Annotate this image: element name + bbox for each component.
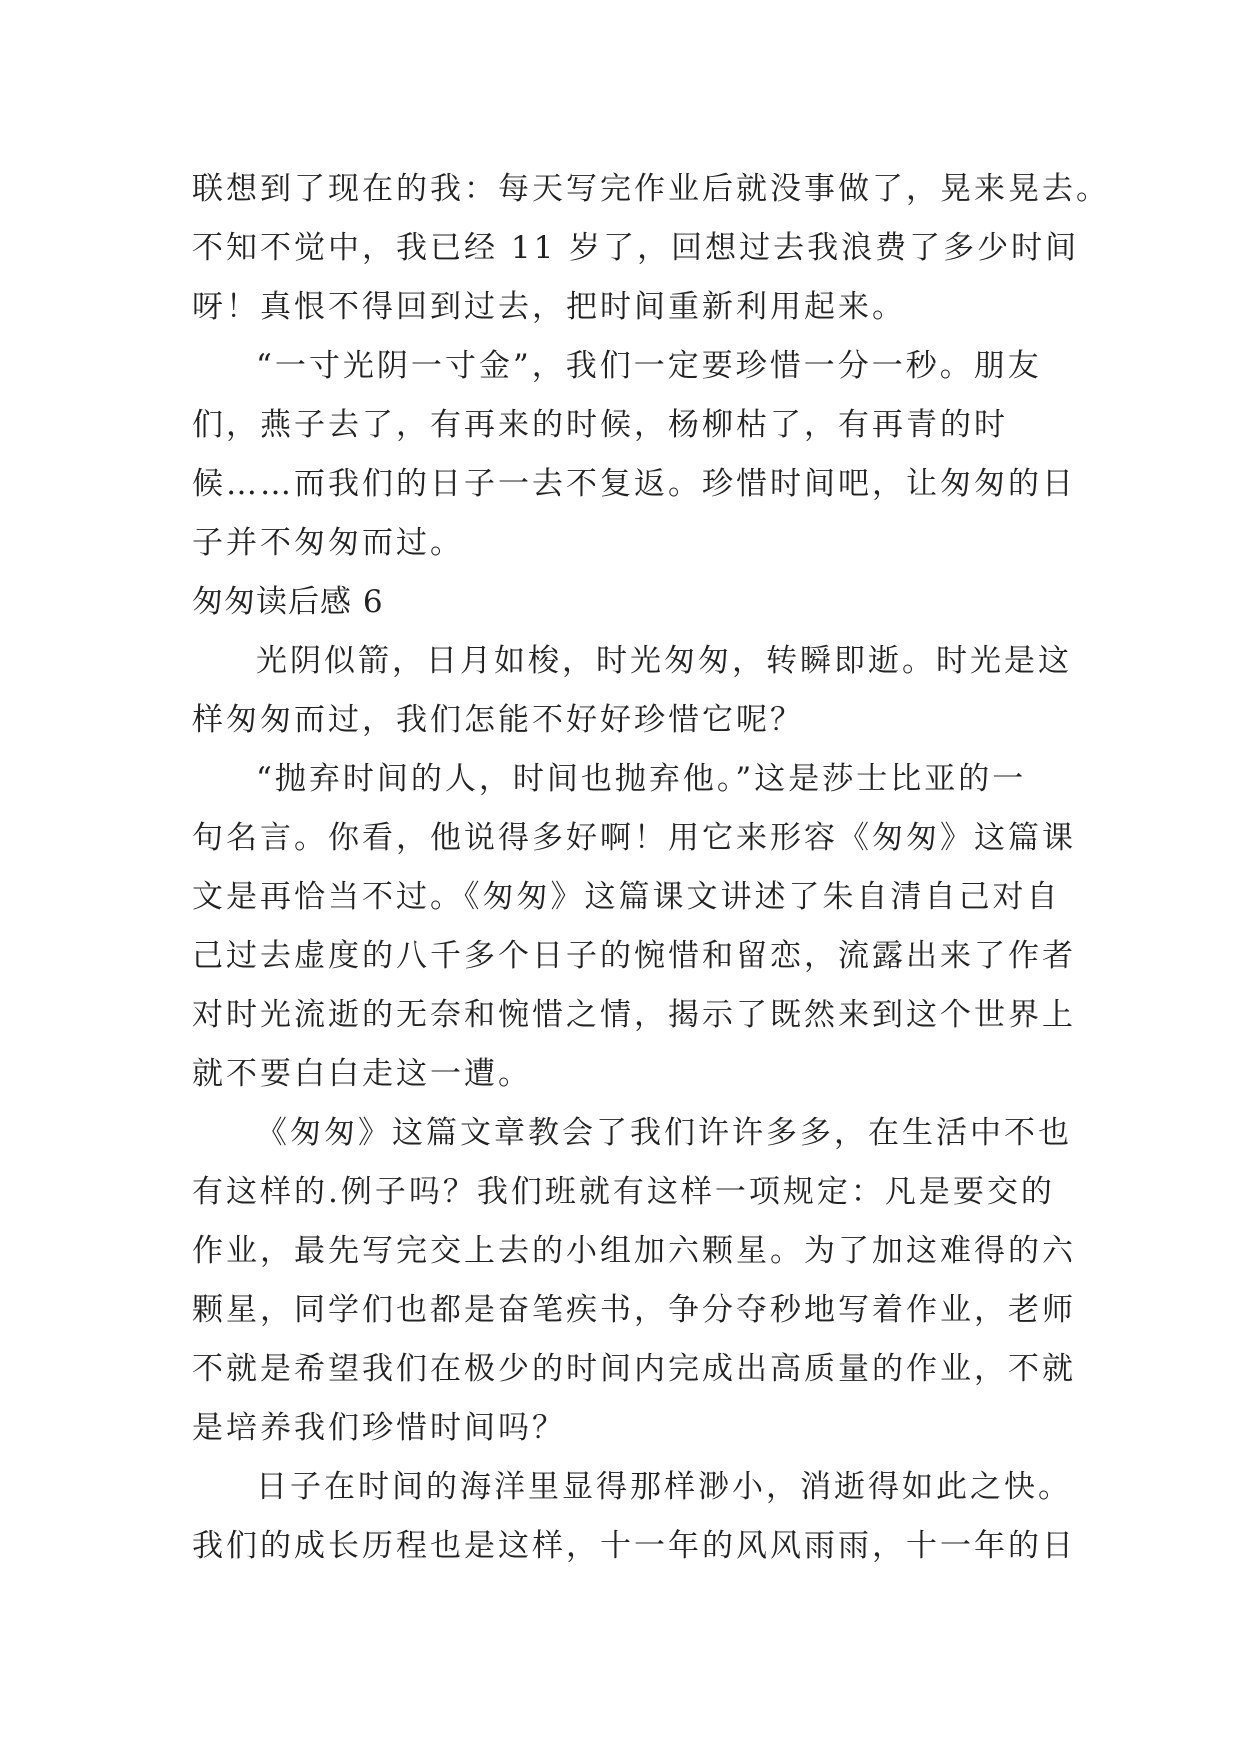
text-line: 颗星，同学们也都是奋笔疾书，争分夺秒地写着作业，老师 [192,1292,1076,1328]
text-line: “抛弃时间的人，时间也抛弃他。”这是莎士比亚的一 [256,761,1027,797]
text-line: 不就是希望我们在极少的时间内完成出高质量的作业，不就 [192,1351,1076,1387]
text-line: 文是再恰当不过。《匆匆》这篇课文讲述了朱自清自己对自 [192,879,1061,915]
section-heading: 匆匆读后感 6 [192,584,384,620]
text-line: 《匆匆》这篇文章教会了我们许许多多，在生活中不也 [256,1115,1072,1151]
text-line: 句名言。你看，他说得多好啊！用它来形容《匆匆》这篇课 [192,820,1076,856]
text-line: 有这样的.例子吗？我们班就有这样一项规定：凡是要交的 [192,1174,1055,1210]
text-line: 呀！真恨不得回到过去，把时间重新利用起来。 [192,289,906,325]
text-line: 己过去虚度的八千多个日子的惋惜和留恋，流露出来了作者 [192,938,1076,974]
text-line: 不知不觉中，我已经 11 岁了，回想过去我浪费了多少时间 [192,230,1080,266]
text-line: 光阴似箭，日月如梭，时光匆匆，转瞬即逝。时光是这 [256,643,1072,679]
text-line: 们，燕子去了，有再来的时候，杨柳枯了，有再青的时 [192,407,1008,443]
text-line: 日子在时间的海洋里显得那样渺小，消逝得如此之快。 [256,1469,1072,1505]
text-line: 对时光流逝的无奈和惋惜之情，揭示了既然来到这个世界上 [192,997,1076,1033]
document-body [192,160,1110,1576]
text-line: “一寸光阴一寸金”，我们一定要珍惜一分一秒。朋友 [256,348,1042,384]
text-line: 作业，最先写完交上去的小组加六颗星。为了加这难得的六 [192,1233,1076,1269]
text-line: 是培养我们珍惜时间吗？ [192,1410,566,1446]
text-line: 联想到了现在的我：每天写完作业后就没事做了，晃来晃去。 [192,171,1110,207]
text-line: 就不要白白走这一遭。 [192,1056,532,1092]
text-line: 样匆匆而过，我们怎能不好好珍惜它呢？ [192,702,804,738]
text-line: 我们的成长历程也是这样，十一年的风风雨雨，十一年的日 [192,1528,1076,1564]
text-line: 候……而我们的日子一去不复返。珍惜时间吧，让匆匆的日 [192,466,1076,502]
text-line: 子并不匆匆而过。 [192,525,464,561]
